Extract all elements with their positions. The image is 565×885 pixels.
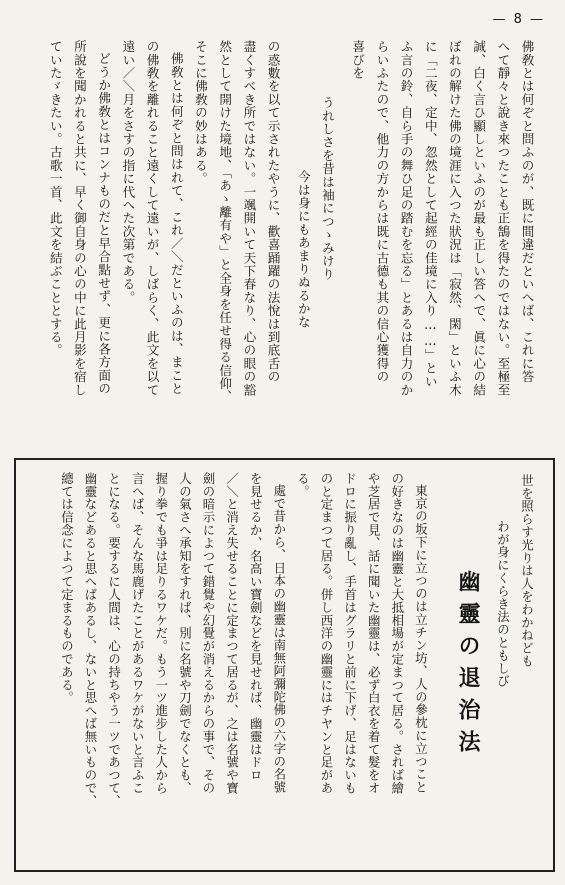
ghost-article-box	[14, 458, 555, 872]
poem-line: うれしさを昔は袖につゝみけり	[319, 96, 335, 281]
verse-line: 世を照らす光りは人をわかねども	[519, 474, 535, 668]
text-column: 東京の坂下に立つのは立チン坊、人の參枕に立つこと	[413, 484, 429, 794]
text-column: 然として開けた境地、「あゝ離有や」と全身を任せ得る信仰、	[217, 40, 233, 404]
text-column: のと定まつて居る。併し西洋の幽靈にはチヤンと足があ	[319, 472, 334, 795]
text-column: ふ言の鈴、自ら手の舞ひ足の踏むを忘る」とあるは自力のか	[398, 40, 414, 397]
text-column: 人の氣さへ承知をすれば、別に名號や刀劍でなくとも、	[177, 472, 193, 795]
text-column: とになる。要するに人間は、心の持ちやう一ツであつて、	[106, 472, 122, 808]
text-column: 言へば、そんな馬鹿げたことがあるワケがないと言ふこ	[130, 472, 146, 795]
page-number: — 8 —	[492, 12, 545, 27]
text-column: 盡くすべき所ではない。一颯開いて天下春なり、心の眼の豁	[241, 40, 257, 397]
text-column: や芝居で見、話に聞いた幽靈は、必ず白衣を着て髮をオ	[366, 472, 382, 795]
text-column: どうか佛敎とはコンナものだと早合點せず、更に各方面の	[96, 52, 112, 396]
text-column: ていたゞきたい。古歌一首、此文を結ぶこととする。	[47, 40, 63, 357]
text-column: 喜びを	[350, 40, 366, 80]
article-title: 幽靈の退治法	[455, 570, 480, 762]
text-column: ドロに振り亂し、手首はグラリと前に下げ、足はないも	[342, 472, 358, 795]
text-column: 劍の暗示によつて錯覺や幻覺が消えるからの事で、その	[201, 472, 216, 795]
poem-line: 今は身にもあまりぬるかな	[295, 170, 311, 329]
verse-line: わが身にくらき法のともしび	[495, 520, 511, 688]
text-column: ぼれの解けた佛の境涯に入つた狀況は「寂然、閑」といふ木	[446, 40, 462, 397]
text-column: 誠、白く言ひ顯しといふのが最も正しい答へで、眞に心の結	[471, 40, 487, 397]
text-column: ／＼と消え失せることに定まつて居るが、之は名號や寶	[224, 472, 240, 795]
text-column: の惑數を以て示されたやうに、歡喜踊躍の法悅は到底舌の	[265, 40, 281, 384]
upper-essay	[0, 0, 565, 440]
text-column: 握り拳でも爭は足りるワケだ。もう一ツ進步した人から	[153, 472, 169, 795]
text-column: る。	[295, 472, 311, 498]
text-column: の好きなのは幽靈と大抵相場が定まつて居る。されば繪	[389, 472, 405, 795]
text-column: 所說を聞かれると共に、早く御自身の心の中に此月影を宿し	[71, 40, 87, 397]
text-column: 佛敎とは何ぞと問はれて、これ／＼だといふのは、まこと	[168, 52, 184, 396]
text-column: を見せるか、名高い寶劍などを見せれば、幽靈はドロ	[248, 472, 264, 782]
text-column: へて靜々と說き來つたことも正鵠を得たのではない。至極至	[495, 40, 511, 397]
text-column: 佛敎とは何ぞと問ふのが、既に間違だといへば、これに答	[519, 40, 535, 384]
text-column: 處で昔から、日本の幽靈は南無阿彌陀佛の六字の名號	[271, 484, 287, 794]
text-column: そこに佛敎の妙はある。	[192, 40, 208, 186]
text-column: 幽靈などあると思へばあるし、ないと思へば無いもので、	[83, 472, 98, 808]
text-column: 總ては信念によつて定まるものである。	[59, 472, 75, 705]
text-column: らいふたので、他力の方からは既に古德も其の信心獲得の	[374, 40, 390, 384]
text-column: 遠い／＼月をさすの指に代へた次第である。	[120, 40, 136, 304]
text-column: に「二夜、定中、忽然として起經の佳境に入り……」とい	[422, 40, 438, 388]
text-column: の佛敎を離れること遠くして遠いが、しばらく、此文を以て	[144, 40, 160, 397]
